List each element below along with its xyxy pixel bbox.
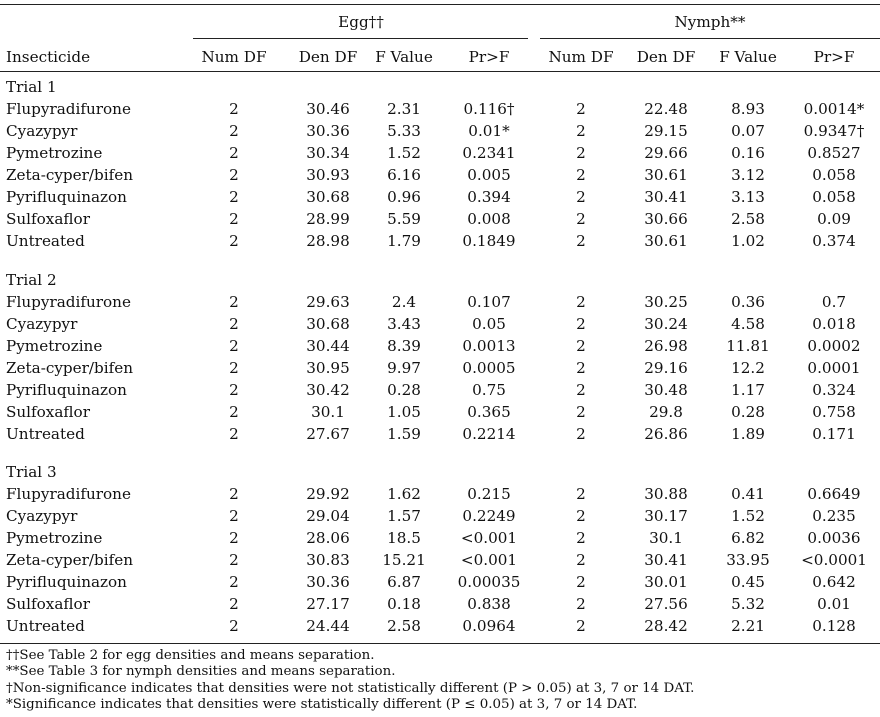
egg-column-header: Den DF [298,48,358,66]
egg-value-cell: 30.34 [306,144,350,162]
nymph-value-cell: 2 [576,166,586,184]
egg-value-cell: 27.17 [306,595,350,613]
insecticide-name: Sulfoxaflor [6,403,90,421]
egg-value-cell: 9.97 [387,359,421,377]
insecticide-name: Pymetrozine [6,529,103,547]
nymph-value-cell: 3.13 [731,188,765,206]
nymph-value-cell: 27.56 [644,595,688,613]
nymph-value-cell: 2 [576,188,586,206]
insecticide-name: Pyrifluquinazon [6,573,127,591]
nymph-value-cell: 0.0014* [803,100,865,118]
nymph-value-cell: 30.61 [644,232,688,250]
egg-value-cell: 30.44 [306,337,350,355]
nymph-value-cell: 0.324 [812,381,856,399]
egg-value-cell: 0.0005 [462,359,516,377]
footnote: **See Table 3 for nymph densities and means separation. [6,664,396,680]
egg-group-rule [193,38,528,39]
nymph-value-cell: 0.058 [812,166,856,184]
egg-value-cell: 29.92 [306,485,350,503]
egg-value-cell: 18.5 [387,529,421,547]
nymph-value-cell: 2 [576,122,586,140]
nymph-value-cell: 0.07 [731,122,765,140]
nymph-value-cell: 2 [576,232,586,250]
insecticide-name: Zeta-cyper/bifen [6,359,133,377]
header-bottom-rule [0,71,880,72]
nymph-value-cell: 2 [576,315,586,333]
insecticide-name: Cyazypyr [6,315,78,333]
nymph-value-cell: 2 [576,617,586,635]
nymph-value-cell: 29.15 [644,122,688,140]
egg-value-cell: 30.68 [306,315,350,333]
egg-value-cell: 24.44 [306,617,350,635]
nymph-column-header: Num DF [548,48,614,66]
footnote: ††See Table 2 for egg densities and means separation. [6,648,375,663]
egg-value-cell: 0.394 [467,188,511,206]
egg-value-cell: 0.838 [467,595,511,613]
nymph-column-header: Pr>F [813,48,855,66]
nymph-value-cell: 30.88 [644,485,688,503]
egg-column-header: F Value [375,48,433,66]
egg-value-cell: 0.0013 [462,337,516,355]
nymph-group-header: Nymph** [674,13,746,31]
nymph-value-cell: 0.0036 [807,529,861,547]
nymph-value-cell: 1.52 [731,507,765,525]
egg-value-cell: 0.96 [387,188,421,206]
egg-value-cell: 1.52 [387,144,421,162]
nymph-column-header: Den DF [636,48,696,66]
nymph-value-cell: 0.0002 [807,337,861,355]
egg-value-cell: 0.01* [468,122,510,140]
nymph-value-cell: 0.8527 [807,144,861,162]
footnote: *Significance indicates that densities were statistically different (P ≤ 0.05) at 3, 7 or 14 DAT. [6,697,638,713]
nymph-value-cell: <0.0001 [801,551,867,569]
egg-value-cell: 30.46 [306,100,350,118]
egg-value-cell: 2 [229,573,239,591]
trial-label: Trial 3 [6,463,57,481]
insecticide-name: Sulfoxaflor [6,210,90,228]
egg-value-cell: 2 [229,210,239,228]
nymph-value-cell: 29.8 [649,403,683,421]
insecticide-name: Flupyradifurone [6,293,131,311]
nymph-value-cell: 0.374 [812,232,856,250]
insecticide-name: Pymetrozine [6,337,103,355]
insecticide-name: Cyazypyr [6,507,78,525]
egg-value-cell: 2 [229,166,239,184]
nymph-value-cell: 26.86 [644,425,688,443]
egg-value-cell: 2 [229,507,239,525]
egg-column-header: Num DF [201,48,267,66]
nymph-value-cell: 6.82 [731,529,765,547]
egg-value-cell: 2 [229,293,239,311]
egg-value-cell: 2 [229,232,239,250]
nymph-value-cell: 0.171 [812,425,856,443]
egg-value-cell: 0.0964 [462,617,516,635]
insecticide-name: Pyrifluquinazon [6,381,127,399]
nymph-value-cell: 2 [576,595,586,613]
nymph-value-cell: 0.28 [731,403,765,421]
nymph-value-cell: 2 [576,337,586,355]
egg-value-cell: 2.58 [387,617,421,635]
nymph-value-cell: 0.01 [817,595,851,613]
nymph-value-cell: 30.25 [644,293,688,311]
nymph-value-cell: 30.48 [644,381,688,399]
egg-value-cell: 0.28 [387,381,421,399]
nymph-value-cell: 30.61 [644,166,688,184]
nymph-value-cell: 0.642 [812,573,856,591]
nymph-value-cell: 2.21 [731,617,765,635]
egg-value-cell: 0.1849 [462,232,516,250]
nymph-value-cell: 30.17 [644,507,688,525]
footnote: †Non-significance indicates that densities were not statistically different (P > 0.05) at 3, 7 or 14 DAT. [6,680,695,696]
egg-value-cell: 2 [229,100,239,118]
nymph-value-cell: 30.24 [644,315,688,333]
nymph-value-cell: 2 [576,529,586,547]
egg-value-cell: 2 [229,551,239,569]
egg-value-cell: 2 [229,315,239,333]
egg-value-cell: <0.001 [460,529,518,547]
egg-value-cell: 30.1 [311,403,345,421]
egg-value-cell: 5.59 [387,210,421,228]
nymph-value-cell: 0.018 [812,315,856,333]
insecticide-name: Untreated [6,425,85,443]
egg-value-cell: 3.43 [387,315,421,333]
egg-value-cell: 2 [229,617,239,635]
egg-value-cell: 2 [229,188,239,206]
egg-value-cell: 2 [229,529,239,547]
egg-value-cell: 0.18 [387,595,421,613]
nymph-value-cell: 5.32 [731,595,765,613]
nymph-value-cell: 30.41 [644,551,688,569]
egg-value-cell: 0.107 [467,293,511,311]
nymph-value-cell: 0.16 [731,144,765,162]
nymph-value-cell: 0.128 [812,617,856,635]
nymph-value-cell: 0.6649 [807,485,861,503]
nymph-value-cell: 2 [576,403,586,421]
egg-value-cell: 8.39 [387,337,421,355]
egg-value-cell: 0.2249 [462,507,516,525]
insecticide-name: Sulfoxaflor [6,595,90,613]
insecticide-name: Untreated [6,617,85,635]
nymph-value-cell: 4.58 [731,315,765,333]
nymph-value-cell: 0.09 [817,210,851,228]
nymph-value-cell: 22.48 [644,100,688,118]
egg-value-cell: 0.008 [467,210,511,228]
nymph-value-cell: 11.81 [726,337,770,355]
nymph-value-cell: 33.95 [726,551,770,569]
nymph-value-cell: 0.058 [812,188,856,206]
egg-value-cell: <0.001 [460,551,518,569]
nymph-value-cell: 1.17 [731,381,765,399]
egg-value-cell: 1.05 [387,403,421,421]
nymph-value-cell: 2.58 [731,210,765,228]
nymph-value-cell: 2 [576,100,586,118]
nymph-value-cell: 30.41 [644,188,688,206]
egg-value-cell: 28.06 [306,529,350,547]
nymph-value-cell: 2 [576,359,586,377]
nymph-value-cell: 2 [576,144,586,162]
nymph-value-cell: 0.9347† [803,122,865,140]
egg-value-cell: 2 [229,425,239,443]
egg-value-cell: 30.36 [306,122,350,140]
egg-value-cell: 5.33 [387,122,421,140]
egg-value-cell: 0.005 [467,166,511,184]
egg-value-cell: 2 [229,595,239,613]
nymph-value-cell: 12.2 [731,359,765,377]
egg-value-cell: 2 [229,403,239,421]
egg-value-cell: 30.83 [306,551,350,569]
egg-value-cell: 2 [229,381,239,399]
nymph-value-cell: 30.1 [649,529,683,547]
nymph-value-cell: 0.235 [812,507,856,525]
nymph-value-cell: 2 [576,381,586,399]
nymph-value-cell: 8.93 [731,100,765,118]
nymph-value-cell: 2 [576,507,586,525]
insecticide-name: Zeta-cyper/bifen [6,166,133,184]
egg-value-cell: 0.05 [472,315,506,333]
egg-value-cell: 30.93 [306,166,350,184]
egg-group-header: Egg†† [338,13,384,31]
egg-value-cell: 0.2214 [462,425,516,443]
insecticide-name: Flupyradifurone [6,485,131,503]
nymph-value-cell: 3.12 [731,166,765,184]
egg-value-cell: 27.67 [306,425,350,443]
egg-value-cell: 2 [229,337,239,355]
egg-value-cell: 1.62 [387,485,421,503]
egg-value-cell: 0.215 [467,485,511,503]
insecticide-name: Pymetrozine [6,144,103,162]
nymph-value-cell: 2 [576,293,586,311]
egg-value-cell: 30.36 [306,573,350,591]
egg-value-cell: 0.00035 [457,573,521,591]
nymph-value-cell: 0.41 [731,485,765,503]
egg-value-cell: 0.2341 [462,144,516,162]
nymph-value-cell: 2 [576,210,586,228]
egg-value-cell: 29.63 [306,293,350,311]
nymph-value-cell: 29.16 [644,359,688,377]
nymph-value-cell: 2 [576,573,586,591]
egg-value-cell: 0.365 [467,403,511,421]
egg-value-cell: 2.31 [387,100,421,118]
nymph-value-cell: 1.02 [731,232,765,250]
egg-value-cell: 0.116† [463,100,515,118]
nymph-value-cell: 0.45 [731,573,765,591]
nymph-value-cell: 26.98 [644,337,688,355]
egg-value-cell: 2 [229,144,239,162]
egg-value-cell: 0.75 [472,381,506,399]
trial-label: Trial 2 [6,271,57,289]
insecticide-name: Untreated [6,232,85,250]
nymph-value-cell: 0.36 [731,293,765,311]
insecticide-name: Cyazypyr [6,122,78,140]
egg-value-cell: 6.16 [387,166,421,184]
egg-value-cell: 30.95 [306,359,350,377]
nymph-value-cell: 30.01 [644,573,688,591]
egg-value-cell: 28.98 [306,232,350,250]
nymph-value-cell: 2 [576,551,586,569]
nymph-value-cell: 0.7 [821,293,847,311]
table-bottom-rule [0,643,880,644]
egg-value-cell: 15.21 [382,551,426,569]
nymph-value-cell: 2 [576,425,586,443]
egg-value-cell: 30.42 [306,381,350,399]
nymph-value-cell: 28.42 [644,617,688,635]
trial-label: Trial 1 [6,78,57,96]
egg-column-header: Pr>F [468,48,510,66]
egg-value-cell: 1.57 [387,507,421,525]
egg-value-cell: 1.59 [387,425,421,443]
egg-value-cell: 2 [229,359,239,377]
nymph-value-cell: 30.66 [644,210,688,228]
egg-value-cell: 2.4 [391,293,417,311]
nymph-value-cell: 1.89 [731,425,765,443]
nymph-value-cell: 29.66 [644,144,688,162]
nymph-column-header: F Value [719,48,777,66]
egg-value-cell: 30.68 [306,188,350,206]
egg-value-cell: 1.79 [387,232,421,250]
egg-value-cell: 2 [229,122,239,140]
egg-value-cell: 28.99 [306,210,350,228]
nymph-group-rule [540,38,880,39]
insecticide-name: Pyrifluquinazon [6,188,127,206]
nymph-value-cell: 0.0001 [807,359,861,377]
insecticide-name: Flupyradifurone [6,100,131,118]
nymph-value-cell: 0.758 [812,403,856,421]
table-top-rule [0,4,880,5]
insecticide-header: Insecticide [6,48,91,66]
egg-value-cell: 29.04 [306,507,350,525]
insecticide-name: Zeta-cyper/bifen [6,551,133,569]
egg-value-cell: 6.87 [387,573,421,591]
egg-value-cell: 2 [229,485,239,503]
nymph-value-cell: 2 [576,485,586,503]
